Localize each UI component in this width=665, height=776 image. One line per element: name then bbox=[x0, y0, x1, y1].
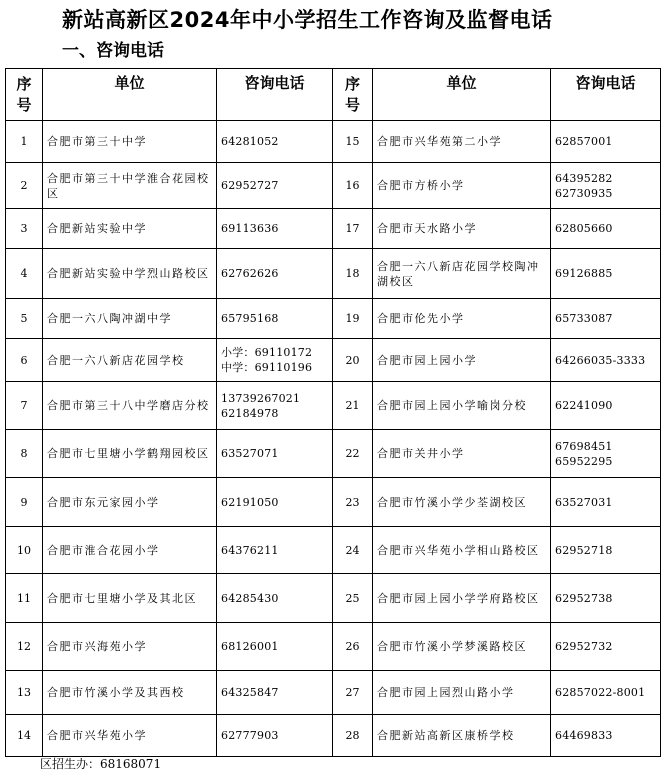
unit-name: 合肥市竹溪小学少荃湖校区 bbox=[373, 478, 551, 527]
phone-number: 62952732 bbox=[551, 623, 661, 671]
phone-number: 64325847 bbox=[217, 671, 333, 715]
row-number: 12 bbox=[6, 623, 43, 671]
row-number: 27 bbox=[333, 671, 373, 715]
unit-name: 合肥新站实验中学烈山路校区 bbox=[43, 249, 217, 299]
row-number: 28 bbox=[333, 715, 373, 757]
unit-name: 合肥市天水路小学 bbox=[373, 209, 551, 249]
phone-number: 64281052 bbox=[217, 121, 333, 163]
table-row bbox=[6, 249, 661, 299]
unit-name: 合肥市园上园小学喻岗分校 bbox=[373, 382, 551, 430]
row-number: 17 bbox=[333, 209, 373, 249]
row-number: 26 bbox=[333, 623, 373, 671]
unit-name: 合肥市兴华苑小学 bbox=[43, 715, 217, 757]
unit-name: 合肥市竹溪小学及其西校 bbox=[43, 671, 217, 715]
row-number: 15 bbox=[333, 121, 373, 163]
phone-number: 65795168 bbox=[217, 299, 333, 339]
unit-name: 合肥市兴华苑第二小学 bbox=[373, 121, 551, 163]
unit-name: 合肥一六八新店花园学校 bbox=[43, 339, 217, 382]
unit-name: 合肥市园上园小学学府路校区 bbox=[373, 574, 551, 623]
unit-name: 合肥一六八陶冲湖中学 bbox=[43, 299, 217, 339]
row-number: 6 bbox=[6, 339, 43, 382]
phone-number: 63527031 bbox=[551, 478, 661, 527]
row-number: 16 bbox=[333, 163, 373, 209]
row-number: 9 bbox=[6, 478, 43, 527]
table-row bbox=[6, 623, 661, 671]
row-number: 21 bbox=[333, 382, 373, 430]
unit-name: 合肥市兴华苑小学相山路校区 bbox=[373, 527, 551, 574]
row-number: 10 bbox=[6, 527, 43, 574]
page-title: 新站高新区2024年中小学招生工作咨询及监督电话 bbox=[62, 8, 553, 32]
table-row bbox=[6, 382, 661, 430]
phone-number: 62952727 bbox=[217, 163, 333, 209]
unit-name: 合肥市园上园烈山路小学 bbox=[373, 671, 551, 715]
phone-number: 69126885 bbox=[551, 249, 661, 299]
phone-number: 67698451 65952295 bbox=[551, 430, 661, 478]
unit-name: 合肥市关井小学 bbox=[373, 430, 551, 478]
table-row bbox=[6, 121, 661, 163]
column-header-no: 序号 bbox=[6, 69, 43, 121]
phone-number: 62191050 bbox=[217, 478, 333, 527]
unit-name: 合肥市伦先小学 bbox=[373, 299, 551, 339]
section-title: 一、咨询电话 bbox=[62, 41, 164, 61]
phone-number: 64395282 62730935 bbox=[551, 163, 661, 209]
phone-number: 13739267021 62184978 bbox=[217, 382, 333, 430]
row-number: 3 bbox=[6, 209, 43, 249]
table-row bbox=[6, 715, 661, 757]
row-number: 19 bbox=[333, 299, 373, 339]
unit-name: 合肥市第三十中学 bbox=[43, 121, 217, 163]
phone-number: 62241090 bbox=[551, 382, 661, 430]
row-number: 14 bbox=[6, 715, 43, 757]
phone-number: 62762626 bbox=[217, 249, 333, 299]
table-row bbox=[6, 339, 661, 382]
phone-number: 62857001 bbox=[551, 121, 661, 163]
unit-name: 合肥市淮合花园小学 bbox=[43, 527, 217, 574]
phone-number: 69113636 bbox=[217, 209, 333, 249]
phone-number: 63527071 bbox=[217, 430, 333, 478]
consultation-phone-table bbox=[5, 68, 661, 757]
table-header-row bbox=[6, 69, 661, 121]
table-row bbox=[6, 430, 661, 478]
unit-name: 合肥新站实验中学 bbox=[43, 209, 217, 249]
row-number: 13 bbox=[6, 671, 43, 715]
phone-number: 64285430 bbox=[217, 574, 333, 623]
unit-name: 合肥市方桥小学 bbox=[373, 163, 551, 209]
column-header-no-2: 序号 bbox=[333, 69, 373, 121]
phone-number: 64376211 bbox=[217, 527, 333, 574]
phone-number: 62777903 bbox=[217, 715, 333, 757]
unit-name: 合肥新站高新区康桥学校 bbox=[373, 715, 551, 757]
table-row bbox=[6, 478, 661, 527]
phone-number: 65733087 bbox=[551, 299, 661, 339]
row-number: 5 bbox=[6, 299, 43, 339]
phone-number: 小学：69110172 中学：69110196 bbox=[217, 339, 333, 382]
phone-number: 62805660 bbox=[551, 209, 661, 249]
row-number: 22 bbox=[333, 430, 373, 478]
table-row bbox=[6, 574, 661, 623]
table-row bbox=[6, 671, 661, 715]
unit-name: 合肥市兴海苑小学 bbox=[43, 623, 217, 671]
row-number: 11 bbox=[6, 574, 43, 623]
row-number: 23 bbox=[333, 478, 373, 527]
unit-name: 合肥市园上园小学 bbox=[373, 339, 551, 382]
column-header-unit-2: 单位 bbox=[373, 69, 551, 121]
unit-name: 合肥市东元家园小学 bbox=[43, 478, 217, 527]
row-number: 1 bbox=[6, 121, 43, 163]
row-number: 7 bbox=[6, 382, 43, 430]
unit-name: 合肥市第三十八中学磨店分校 bbox=[43, 382, 217, 430]
table-row bbox=[6, 527, 661, 574]
phone-number: 62952718 bbox=[551, 527, 661, 574]
column-header-unit: 单位 bbox=[43, 69, 217, 121]
table-row bbox=[6, 299, 661, 339]
row-number: 4 bbox=[6, 249, 43, 299]
unit-name: 合肥市七里塘小学及其北区 bbox=[43, 574, 217, 623]
row-number: 2 bbox=[6, 163, 43, 209]
phone-number: 64469833 bbox=[551, 715, 661, 757]
phone-number: 62952738 bbox=[551, 574, 661, 623]
phone-number: 62857022-8001 bbox=[551, 671, 661, 715]
unit-name: 合肥一六八新店花园学校陶冲湖校区 bbox=[373, 249, 551, 299]
unit-name: 合肥市竹溪小学梦溪路校区 bbox=[373, 623, 551, 671]
phone-number: 64266035-3333 bbox=[551, 339, 661, 382]
unit-name: 合肥市七里塘小学鹤翔园校区 bbox=[43, 430, 217, 478]
column-header-phone: 咨询电话 bbox=[217, 69, 333, 121]
column-header-phone-2: 咨询电话 bbox=[551, 69, 661, 121]
row-number: 25 bbox=[333, 574, 373, 623]
table-row bbox=[6, 209, 661, 249]
row-number: 20 bbox=[333, 339, 373, 382]
admissions-office-phone: 区招生办：68168071 bbox=[40, 757, 162, 771]
phone-number: 68126001 bbox=[217, 623, 333, 671]
table-row bbox=[6, 163, 661, 209]
row-number: 24 bbox=[333, 527, 373, 574]
unit-name: 合肥市第三十中学淮合花园校区 bbox=[43, 163, 217, 209]
row-number: 8 bbox=[6, 430, 43, 478]
row-number: 18 bbox=[333, 249, 373, 299]
